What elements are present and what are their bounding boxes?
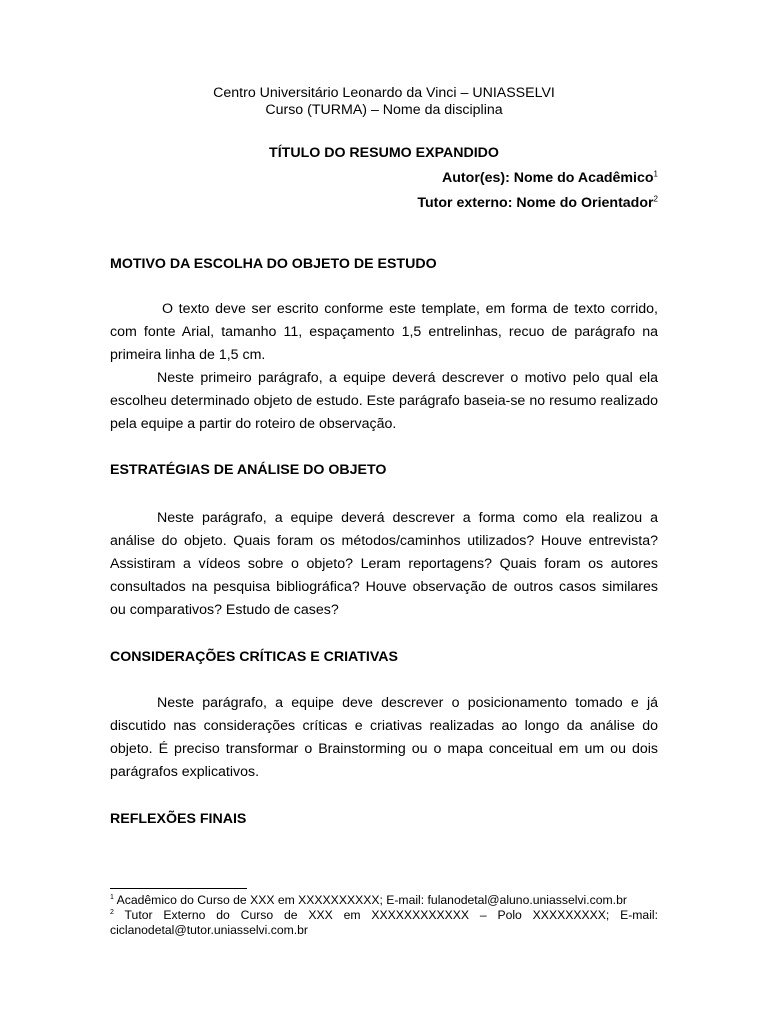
footnote-1-mark: 1 bbox=[110, 893, 114, 901]
paragraph-motivo-2: Neste primeiro parágrafo, a equipe deverá descrever o motivo pelo qual ela escolheu determinado objeto de estudo. Este parágrafo baseia-se no resumo realizado pela equipe a partir do roteiro de observação. bbox=[110, 370, 658, 432]
institution-name: Centro Universitário Leonardo da Vinci – UNIASSELVI bbox=[213, 85, 555, 101]
footnote-1-text: Acadêmico do Curso de XXX em XXXXXXXXXX; E-mail: fulanodetal@aluno.uniasselvi.com.br bbox=[116, 893, 627, 907]
document-header bbox=[110, 85, 658, 119]
tutor-name: Tutor externo: Nome do Orientador bbox=[417, 195, 654, 211]
footnote-separator bbox=[110, 888, 247, 889]
footnote-2-mark: 2 bbox=[110, 908, 114, 916]
author-footnote-mark: 1 bbox=[653, 169, 658, 179]
document-page bbox=[110, 0, 658, 1024]
course-name: Curso (TURMA) – Nome da disciplina bbox=[265, 102, 503, 118]
footnote-1 bbox=[110, 893, 658, 908]
paragraph-motivo-1: O texto deve ser escrito conforme este template, em forma de texto corrido, com fonte Arial, tamanho 11, espaçamento 1,5 entrelinhas, recuo de parágrafo na primeira linha de 1,5 cm. bbox=[110, 301, 658, 363]
author-line bbox=[110, 170, 658, 187]
paragraph-consideracoes-1: Neste parágrafo, a equipe deve descrever o posicionamento tomado e já discutido nas considerações críticas e criativas realizadas ao longo da análise do objeto. É preciso transformar o Brainstorming ou o mapa conceitual em um ou dois parágrafos explicativos. bbox=[110, 695, 658, 780]
footnote-2 bbox=[110, 908, 658, 938]
section-heading-estrategias: ESTRATÉGIAS DE ANÁLISE DO OBJETO bbox=[110, 462, 387, 478]
section-heading-reflexoes: REFLEXÕES FINAIS bbox=[110, 811, 247, 827]
footnote-2-text: Tutor Externo do Curso de XXX em XXXXXXXXXXXX – Polo XXXXXXXXX; E-mail: ciclanodetal@tutor.uniasselvi.com.br bbox=[110, 908, 658, 937]
section-heading-motivo: MOTIVO DA ESCOLHA DO OBJETO DE ESTUDO bbox=[110, 256, 437, 272]
section-heading-consideracoes: CONSIDERAÇÕES CRÍTICAS E CRIATIVAS bbox=[110, 649, 398, 665]
paragraph-estrategias-1: Neste parágrafo, a equipe deverá descrever a forma como ela realizou a análise do objeto. Quais foram os métodos/caminhos utilizados? Houve entrevista? Assistiram a vídeos sobre o objeto? Leram reportagens? Quais foram os autores consultados na pesquisa bibliográfica? Houve observação de outros casos similares ou comparativos? Estudo de cases? bbox=[110, 510, 658, 618]
tutor-footnote-mark: 2 bbox=[653, 194, 658, 204]
author-name: Autor(es): Nome do Acadêmico bbox=[442, 170, 654, 186]
tutor-line bbox=[110, 195, 658, 212]
document-title: TÍTULO DO RESUMO EXPANDIDO bbox=[269, 145, 499, 161]
